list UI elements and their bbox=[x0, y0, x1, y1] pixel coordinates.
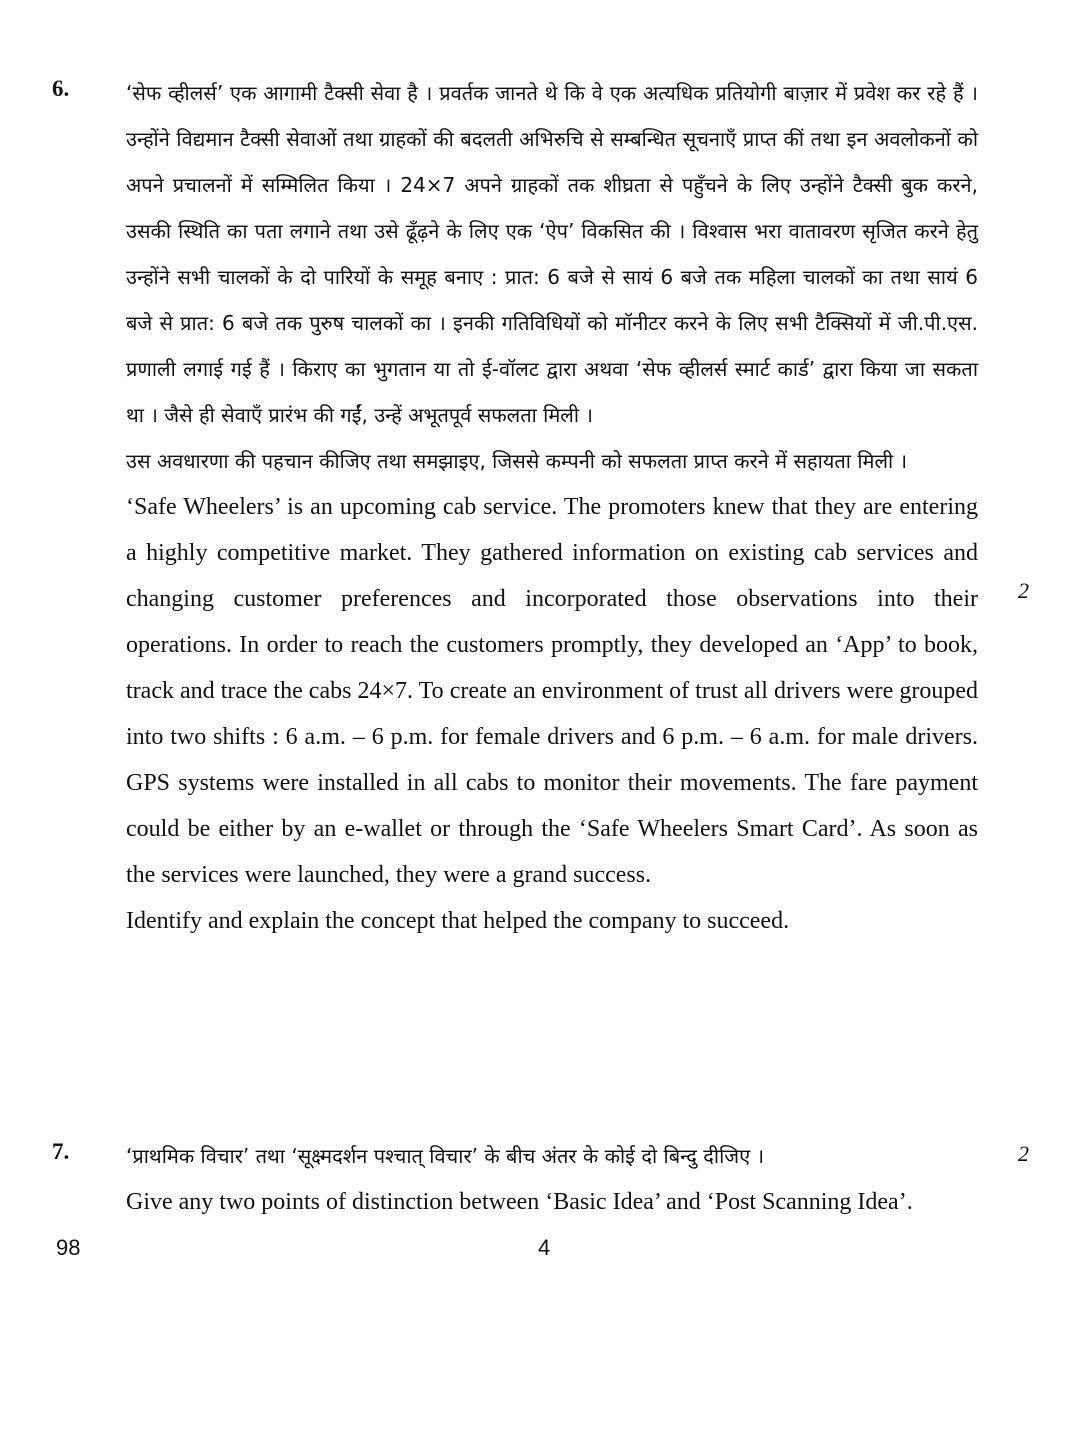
hindi-paragraph: ‘सेफ व्हीलर्स’ एक आगामी टैक्सी सेवा है । प्रवर्तक जानते थे कि वे एक अत्यधिक प्रतियोगी बाज़ार में प्रवेश कर रहे हैं । उन्होंने विद्यमान टैक्सी सेवाओं तथा ग्राहकों की बदलती अभिरुचि से सम्बन्धित सूचनाएँ प्राप्त कीं तथा इन अवलोकनों को अपने प्रचालनों में सम्मिलित किया । 24×7 अपने ग्राहकों तक शीघ्रता से पहुँचने के लिए उन्होंने टैक्सी बुक करने, उसकी स्थिति का पता लगाने तथा उसे ढूँढ़ने के लिए एक ‘ऐप’ विकसित की । विश्वास भरा वातावरण सृजित करने हेतु उन्होंने सभी चालकों के दो पारियों के समूह बनाए : प्रात: 6 बजे से सायं 6 बजे तक महिला चालकों का तथा सायं 6 बजे से प्रात: 6 बजे तक पुरुष चालकों का । इनकी गतिविधियों को मॉनीटर करने के लिए सभी टैक्सियों में जी.पी.एस. प्रणाली लगाई गई हैं । किराए का भुगतान या तो ई-वॉलट द्वारा अथवा ‘सेफ व्हीलर्स स्मार्ट कार्ड’ द्वारा किया जा सकता था । जैसे ही सेवाएँ प्रारंभ की गईं, उन्हें अभूतपूर्व सफलता मिली । bbox=[126, 81, 978, 427]
english-question: Identify and explain the concept that helped the company to succeed. bbox=[126, 908, 790, 934]
hindi-question: ‘प्राथमिक विचार’ तथा ‘सूक्ष्मदर्शन पश्चात् विचार’ के बीच अंतर के कोई दो बिन्दु दीजिए । bbox=[126, 1144, 765, 1168]
marks: 2 bbox=[1018, 1141, 1029, 1166]
english-question: Give any two points of distinction between ‘Basic Idea’ and ‘Post Scanning Idea’. bbox=[126, 1189, 913, 1215]
hindi-question: उस अवधारणा की पहचान कीजिए तथा समझाइए, जिससे कम्पनी को सफलता प्राप्त करने में सहायता मिली । bbox=[126, 449, 908, 473]
question-body bbox=[126, 70, 978, 944]
english-paragraph: ‘Safe Wheelers’ is an upcoming cab service. The promoters knew that they are entering a highly competitive market. They gathered information on existing cab services and changing customer preferences and incorporated those observations into their operations. In order to reach the customers promptly, they developed an ‘App’ to book, track and trace the cabs 24×7. To create an environment of trust all drivers were grouped into two shifts : 6 a.m. – 6 p.m. for female drivers and 6 p.m. – 6 a.m. for male drivers. GPS systems were installed in all cabs to monitor their movements. The fare payment could be either by an e-wallet or through the ‘Safe Wheelers Smart Card’. As soon as the services were launched, they were a grand success. bbox=[126, 494, 978, 888]
question-body bbox=[126, 1133, 978, 1225]
marks: 2 bbox=[1018, 578, 1029, 603]
page-number: 4 bbox=[538, 1235, 551, 1260]
question-number: 6. bbox=[52, 76, 70, 101]
question-number: 7. bbox=[52, 1139, 70, 1164]
paper-code: 98 bbox=[56, 1235, 81, 1260]
